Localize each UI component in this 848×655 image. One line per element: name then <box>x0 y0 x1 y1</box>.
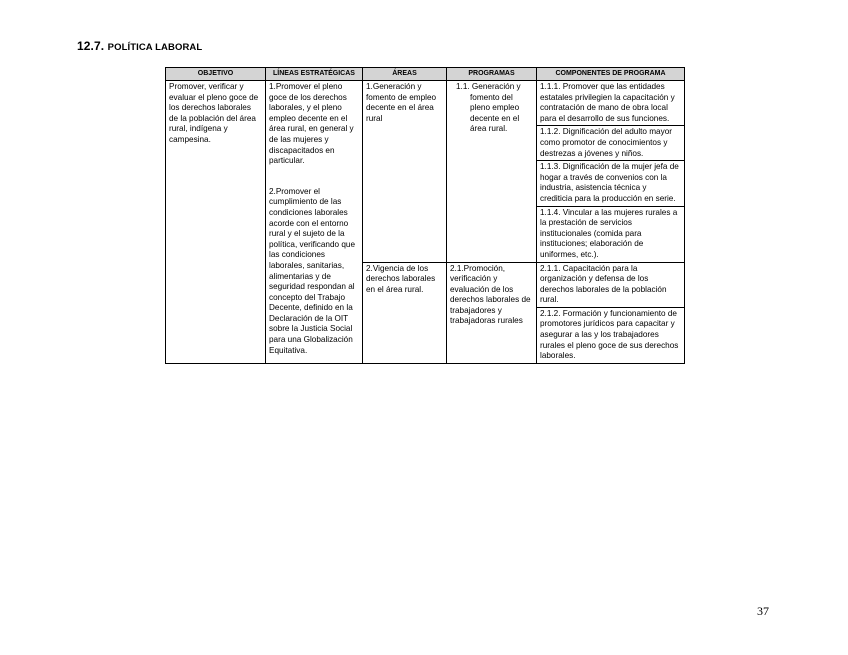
programa-1: 1.1. Generación y fomento del pleno empleo decente en el área rural. <box>456 82 521 134</box>
linea-2: 2.Promover el cumplimiento de las condiciones laborales acorde con el entorno rural y el sujeto de la política, verificando que las condiciones laborales, sanitarias, alimentarias y de seguridad respondan al concepto del Trabajo Decente, definido en la Declaración de la OIT sobre la Justicia Social para una Globalización Equitativa. <box>269 186 356 355</box>
componente-1-1-3: 1.1.3. Dignificación de la mujer jefa de hogar a través de convenios con la industria, asistencia técnica y crediticia para la producción en serie. <box>537 161 685 206</box>
objetivo-cell: Promover, verificar y evaluar el pleno goce de los derechos laborales de la población del área rural, indígena y campesina. <box>166 81 266 364</box>
area-2-cell: 2.Vigencia de los derechos laborales en el área rural. <box>363 262 447 363</box>
header-programas: PROGRAMAS <box>447 68 537 81</box>
programa-2-cell: 2.1.Promoción, verificación y evaluación de los derechos laborales de trabajadores y trabajadoras rurales <box>447 262 537 363</box>
section-number: 12.7. <box>77 39 105 53</box>
programa-1-cell <box>447 81 537 263</box>
page-number: 37 <box>757 604 769 618</box>
header-objetivo: OBJETIVO <box>166 68 266 81</box>
componente-2-1-1: 2.1.1. Capacitación para la organización y defensa de los derechos laborales de la población rural. <box>537 262 685 307</box>
policy-table <box>165 67 685 364</box>
componente-1-1-1: 1.1.1. Promover que las entidades estatales privilegien la capacitación y contratación de mano de obra local para el desarrollo de sus funciones. <box>537 81 685 126</box>
header-componentes: COMPONENTES DE PROGRAMA <box>537 68 685 81</box>
table-header-row <box>166 68 685 81</box>
lineas-cell <box>266 81 363 364</box>
section-heading <box>77 39 202 53</box>
componente-1-1-2: 1.1.2. Dignificación del adulto mayor como promotor de conocimientos y destrezas a jóvenes y niños. <box>537 126 685 161</box>
header-areas: ÁREAS <box>363 68 447 81</box>
componente-2-1-2: 2.1.2. Formación y funcionamiento de promotores jurídicos para capacitar y asegurar a las y los trabajadores rurales el pleno goce de sus derechos laborales. <box>537 307 685 363</box>
area-1-cell: 1.Generación y fomento de empleo decente en el área rural <box>363 81 447 263</box>
table-row <box>166 81 685 126</box>
header-lineas: LÍNEAS ESTRATÉGICAS <box>266 68 363 81</box>
section-title: POLÍTICA LABORAL <box>107 42 203 53</box>
linea-1: 1.Promover el pleno goce de los derechos laborales, y el pleno empleo decente en el área rural, en general y de las mujeres y discapacitados en particular. <box>269 82 354 166</box>
componente-1-1-4: 1.1.4. Vincular a las mujeres rurales a la prestación de servicios institucionales (comida para instituciones; elaboración de uniformes, etc.). <box>537 206 685 262</box>
